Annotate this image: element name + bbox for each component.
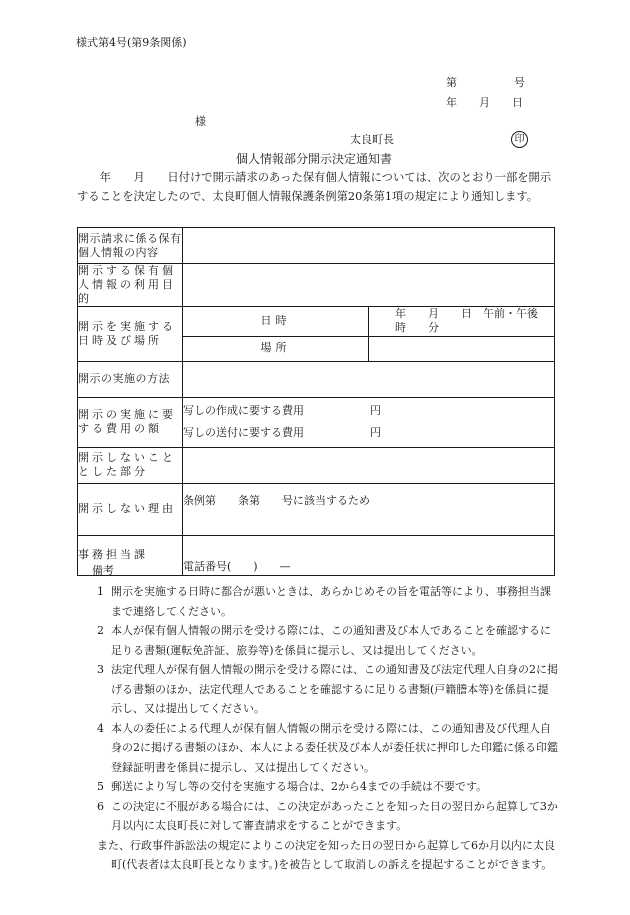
department-label: 事務担当課	[78, 535, 183, 575]
doc-number-suffix: 号	[514, 76, 525, 89]
table-row	[78, 397, 555, 447]
intro-paragraph: 年 月 日付けで開示請求のあった保有個人情報については、次のとおり一部を開示することを決定したので、太良町個人情報保護条例第20条第1項の規定により通知します。	[77, 171, 552, 203]
issuer-name: 太良町長	[350, 133, 394, 146]
table-row	[78, 264, 555, 307]
seal-mark: 印	[511, 131, 528, 148]
request-content-value	[183, 228, 555, 264]
method-label: 開示の実施の方法	[78, 361, 183, 397]
usage-purpose-label: 開示する保有個人情報の利用目的	[78, 264, 183, 307]
copy-sending-cost: 写しの送付に要する費用 円	[183, 426, 381, 440]
table-row	[78, 228, 555, 264]
table-row	[78, 447, 555, 483]
datetime-sublabel: 日時	[183, 307, 369, 337]
datetime-place-label: 開示を実施する日時及び場所	[78, 307, 183, 362]
decision-table	[77, 227, 560, 576]
datetime-value: 年 月 日 午前・午後 時 分	[369, 307, 555, 337]
cost-value	[183, 397, 555, 447]
reason-value	[183, 483, 555, 535]
list-item: 2 本人が保有個人情報の開示を受ける際には、この通知書及び本人であることを確認するに足りる書類(運転免許証、旅券等)を係員に提示し、又は提出してください。	[97, 624, 551, 657]
list-item-extra: また、行政事件訴訟法の規定によりこの決定を知った日の翌日から起算して6か月以内に太良町(代表者は太良町長となります。)を被告として取消しの訴えを提起することができます。	[97, 838, 555, 871]
copy-making-cost: 写しの作成に要する費用 円	[183, 404, 381, 418]
request-content-label: 開示請求に係る保有個人情報の内容	[78, 228, 183, 264]
form-id: 様式第4号(第9条関係)	[76, 36, 187, 49]
list-item: 3 法定代理人が保有個人情報の開示を受ける際には、この通知書及び法定代理人自身の2に掲げる書類のほか、法定代理人であることを確認するに足りる書類(戸籍謄本等)を係員に提示し、又は提出してください。	[97, 663, 558, 715]
document-title: 個人情報部分開示決定通知書	[236, 152, 393, 166]
list-item: 5 郵送により写し等の交付を実施する場合は、2から4までの手続は不要です。	[97, 780, 488, 793]
table-row	[78, 361, 555, 397]
usage-purpose-value	[183, 264, 555, 307]
recipient-suffix: 様	[195, 115, 206, 128]
table-row	[78, 535, 555, 575]
cost-label: 開示の実施に要する費用の額	[78, 397, 183, 447]
doc-number-prefix: 第	[446, 76, 457, 89]
issue-date: 年 月 日	[446, 96, 523, 109]
undisclosed-part-value	[183, 447, 555, 483]
place-value	[369, 336, 555, 361]
notes-list	[97, 582, 559, 875]
department-value	[183, 535, 555, 575]
list-item: 1 開示を実施する日時に都合が悪いときは、あらかじめその旨を電話等により、事務担当課まで連絡してください。	[97, 585, 551, 618]
table-row	[78, 483, 555, 535]
table-row	[78, 307, 555, 337]
notes-heading: 備考	[92, 564, 114, 577]
reason-text: 条例第 条第 号に該当するため	[183, 493, 370, 507]
list-item: 4 本人の委任による代理人が保有個人情報の開示を受ける際には、この通知書及び代理人自身の2に掲げる書類のほか、本人による委任状及び本人が委任状に押印した印鑑に係る印鑑登録証明書を係員に提示し、又は提出してください。	[97, 721, 558, 774]
method-value	[183, 361, 555, 397]
place-sublabel: 場所	[183, 336, 369, 361]
list-item: 6 この決定に不服がある場合には、この決定があったことを知った日の翌日から起算して3か月以内に太良町長に対して審査請求をすることができます。	[97, 799, 558, 832]
reason-label: 開示しない理由	[78, 483, 183, 535]
undisclosed-part-label: 開示しないこととした部分	[78, 447, 183, 483]
phone-number: 電話番号( ) —	[183, 559, 291, 573]
